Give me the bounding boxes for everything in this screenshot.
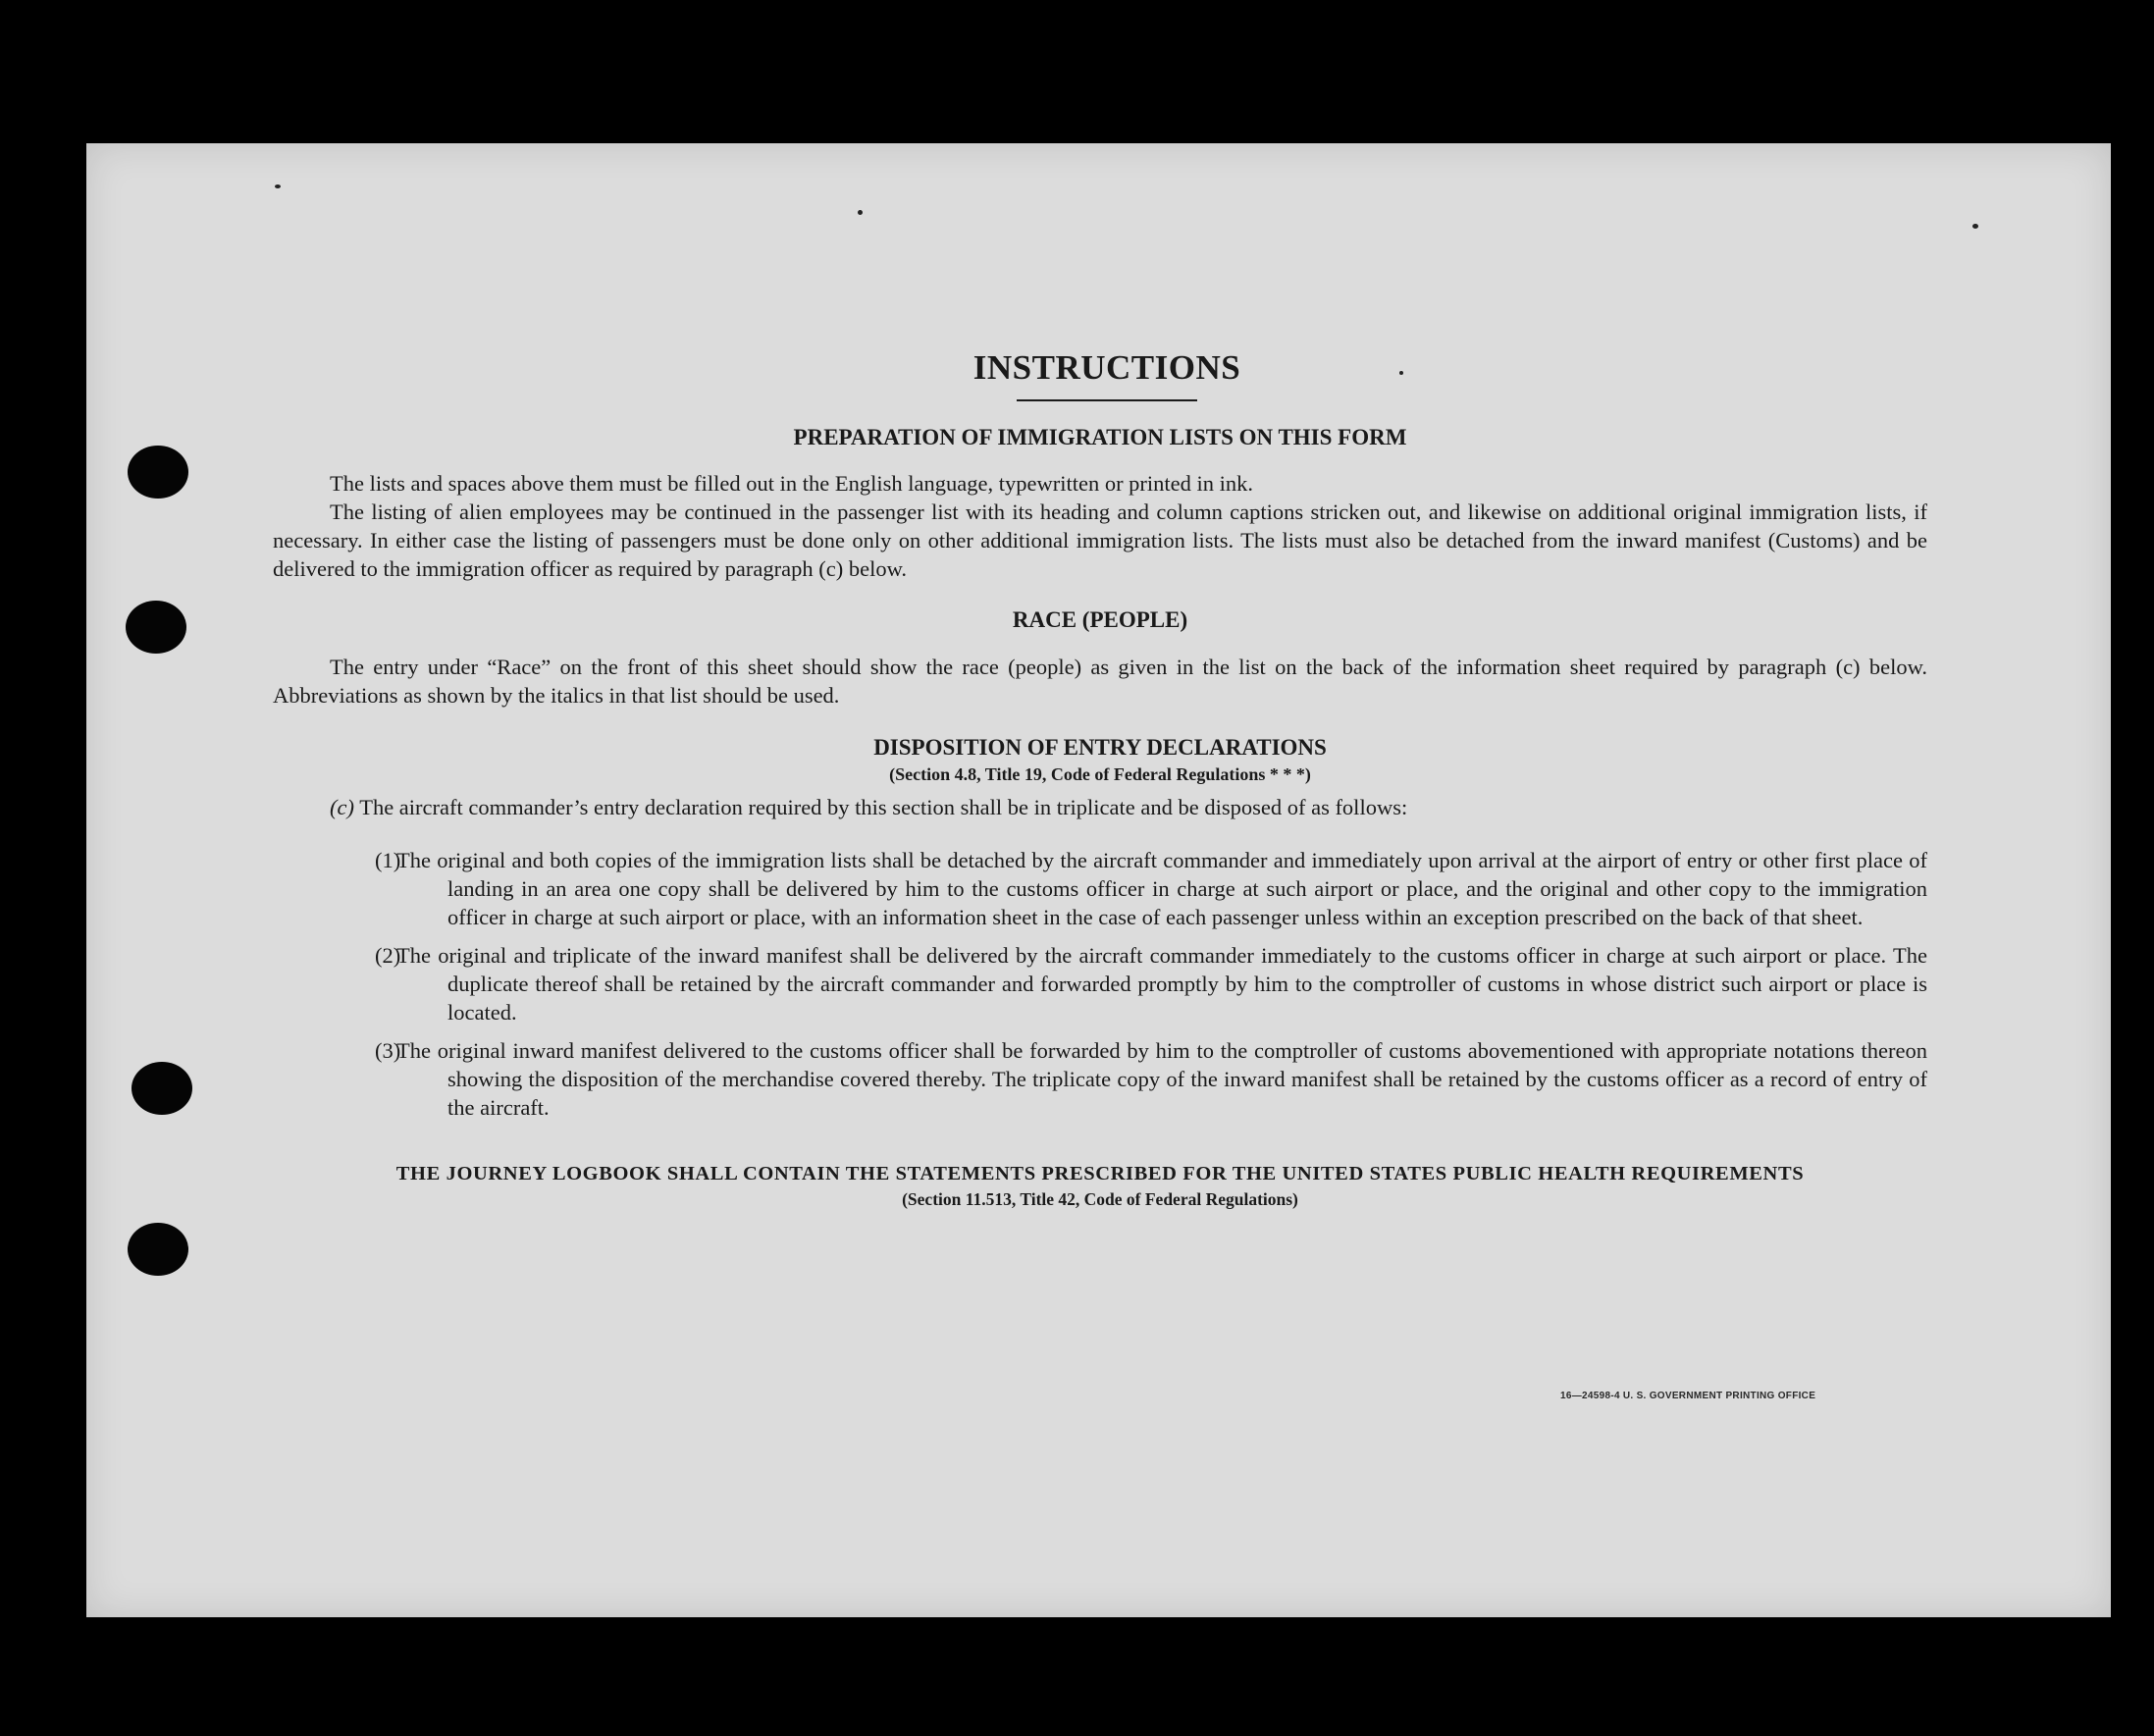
ink-speck (275, 184, 281, 188)
item-number: (2) (375, 943, 401, 968)
printer-mark: 16—24598-4 U. S. GOVERNMENT PRINTING OFFICE (1560, 1391, 1816, 1401)
race-heading: RACE (PEOPLE) (1012, 607, 1188, 632)
disposition-citation: (Section 4.8, Title 19, Code of Federal Regulations * * *) (889, 764, 1311, 784)
title-rule (1017, 399, 1197, 401)
punch-hole (128, 446, 188, 499)
page-title: INSTRUCTIONS (972, 348, 1241, 387)
disposition-item-1 (273, 846, 1927, 931)
punch-hole (131, 1062, 192, 1115)
disposition-item-3 (273, 1036, 1927, 1122)
footer-citation: (Section 11.513, Title 42, Code of Federal Regulations) (902, 1189, 1298, 1209)
race-paragraph: The entry under “Race” on the front of this sheet should show the race (people) as given in the list on the back of the information sheet required by paragraph (c) below. Abbreviations as shown by the italics in that list should be used. (273, 655, 1927, 708)
disposition-heading: DISPOSITION OF ENTRY DECLARATIONS (873, 735, 1327, 760)
instructions-content (273, 348, 1927, 1210)
item-text: The original and both copies of the immigration lists shall be detached by the aircraft commander and immediately upon arrival at the airport of entry or other first place of landing in an area one copy shall be delivered by him to the customs officer in charge at such airport or place, and the original and other copy to the immigration officer in charge at such airport or place, with an information sheet in the case of each passenger unless within an exception prescribed on the back of that sheet. (396, 848, 1927, 929)
punch-hole (128, 1223, 188, 1276)
ink-speck (1972, 224, 1978, 229)
preparation-paragraph-2: The listing of alien employees may be continued in the passenger list with its heading and column captions stricken out, and likewise on additional original immigration lists, if necessary. In either case the listing of passengers must be done only on other additional immigration lists. The lists must also be detached from the inward manifest (Customs) and be delivered to the immigration officer as required by paragraph (c) below. (273, 500, 1927, 581)
punch-hole (126, 601, 186, 654)
disposition-lead-text: The aircraft commander’s entry declaration required by this section shall be in triplicate and be disposed of as follows: (359, 795, 1408, 819)
preparation-paragraph-1: The lists and spaces above them must be filled out in the English language, typewritten or printed in ink. (330, 471, 1254, 496)
footer-heading: THE JOURNEY LOGBOOK SHALL CONTAIN THE STATEMENTS PRESCRIBED FOR THE UNITED STATES PUBLIC HEALTH REQUIREMENTS (395, 1163, 1805, 1184)
preparation-heading: PREPARATION OF IMMIGRATION LISTS ON THIS FORM (793, 425, 1407, 449)
ink-speck (858, 210, 863, 215)
disposition-lead-marker: (c) (330, 795, 354, 819)
disposition-lead (273, 793, 1927, 821)
disposition-item-2 (273, 941, 1927, 1026)
item-number: (3) (375, 1038, 401, 1063)
item-number: (1) (375, 848, 401, 872)
item-text: The original inward manifest delivered to the customs officer shall be forwarded by him to the comptroller of customs abovementioned with appropriate notations thereon showing the disposition of the merchandise covered thereby. The triplicate copy of the inward manifest shall be retained by the customs officer as a record of entry of the aircraft. (396, 1038, 1927, 1120)
item-text: The original and triplicate of the inward manifest shall be delivered by the aircraft commander immediately to the customs officer in charge at such airport or place. The duplicate thereof shall be retained by the aircraft commander and forwarded promptly by him to the comptroller of customs in whose district such airport or place is located. (396, 943, 1927, 1025)
